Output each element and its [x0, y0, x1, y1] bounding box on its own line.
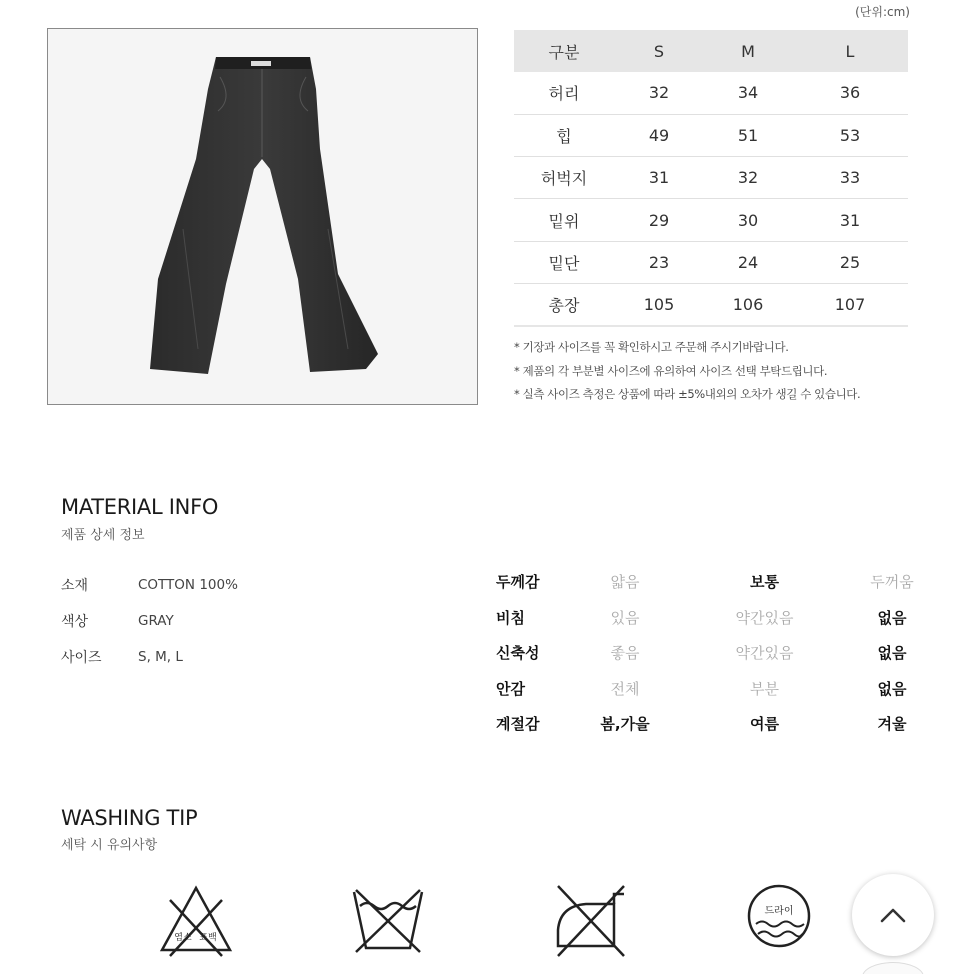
cell-m: 24 [737, 252, 759, 272]
attr-option-selected: 겨울 [877, 715, 907, 734]
cell-s: 49 [648, 125, 670, 145]
cell-l: 31 [839, 210, 861, 230]
spec-label: 사이즈 [61, 650, 102, 666]
cell-l: 33 [839, 168, 861, 188]
cell-m: 34 [737, 83, 759, 103]
jeans-image [48, 29, 479, 406]
header-size-s: S [614, 30, 704, 72]
table-row [514, 199, 908, 241]
attr-label: 신축성 [496, 644, 540, 663]
attr-label: 비침 [496, 608, 525, 627]
spec-label: 소재 [61, 578, 89, 594]
attr-option-selected: 없음 [877, 679, 907, 698]
attr-option: 전체 [610, 679, 640, 698]
table-row [514, 241, 908, 283]
spec-list [61, 567, 238, 675]
cell-s: 29 [648, 210, 670, 230]
row-label: 밑단 [548, 253, 580, 273]
attr-row-stretch [496, 635, 937, 671]
no-water-wash-icon [348, 880, 428, 964]
no-chlorine-bleach-icon [156, 880, 236, 964]
attr-label: 계절감 [496, 715, 540, 734]
note-line: * 제품의 각 부분별 사이즈에 유의하여 사이즈 선택 부탁드립니다. [514, 363, 828, 378]
cell-l: 36 [839, 83, 861, 103]
attr-option-selected: 보통 [750, 573, 779, 592]
spec-row [61, 639, 238, 675]
attr-option: 좋음 [610, 644, 640, 663]
row-label: 총장 [548, 295, 580, 315]
attr-option: 약간있음 [735, 644, 794, 663]
table-row [514, 114, 908, 156]
attr-option-selected: 봄,가을 [600, 715, 650, 734]
material-title: MATERIAL INFO [61, 495, 219, 519]
scroll-to-top-button[interactable] [852, 874, 934, 956]
attribute-grid [496, 564, 937, 742]
header-category: 구분 [514, 30, 614, 72]
attr-option: 부분 [750, 679, 779, 698]
spec-label: 색상 [61, 614, 89, 630]
attr-option: 두꺼움 [870, 573, 914, 592]
cell-s: 105 [643, 294, 675, 314]
row-label: 밑위 [548, 211, 580, 231]
cell-m: 106 [732, 294, 764, 314]
note-line: * 실측 사이즈 측정은 상품에 따라 ±5%내외의 오차가 생길 수 있습니다. [514, 387, 861, 401]
size-table-header [514, 30, 908, 72]
row-label: 허벅지 [540, 169, 588, 189]
spec-row [61, 567, 238, 603]
bleach-label-left: 염소 [174, 933, 192, 943]
header-size-l: L [792, 30, 908, 72]
attr-row-lining [496, 671, 937, 707]
attr-option-selected: 여름 [750, 715, 779, 734]
material-subtitle: 제품 상세 정보 [61, 528, 145, 543]
header-size-m: M [704, 30, 792, 72]
spec-value: S, M, L [138, 649, 183, 665]
table-row [514, 283, 908, 325]
cell-s: 31 [648, 168, 670, 188]
floating-button-shadow [862, 962, 924, 974]
washing-subtitle: 세탁 시 유의사항 [61, 838, 158, 853]
chevron-up-icon [879, 906, 907, 924]
attr-option: 약간있음 [735, 608, 794, 627]
product-photo [47, 28, 478, 405]
cell-l: 25 [839, 252, 861, 272]
attr-row-thickness [496, 564, 937, 600]
size-table [514, 30, 908, 327]
bleach-label-right: 표백 [199, 933, 217, 943]
attr-option-selected: 없음 [877, 644, 907, 663]
attr-option-selected: 없음 [877, 608, 907, 627]
row-label: 허리 [548, 84, 580, 104]
note-line: * 기장과 사이즈를 꼭 확인하시고 주문해 주시기바랍니다. [514, 340, 789, 354]
no-ironing-icon [552, 880, 632, 964]
cell-m: 32 [737, 168, 759, 188]
attr-option: 얇음 [610, 573, 640, 592]
attr-label: 두께감 [496, 573, 540, 592]
spec-value: GRAY [138, 613, 174, 629]
attr-label: 안감 [496, 679, 525, 698]
cell-s: 23 [648, 252, 670, 272]
cell-s: 32 [648, 83, 670, 103]
cell-l: 53 [839, 125, 861, 145]
spec-row [61, 603, 238, 639]
unit-note: (단위:cm) [855, 5, 910, 19]
attr-row-sheerness [496, 600, 937, 636]
dry-label: 드라이 [764, 906, 794, 917]
row-label: 힙 [556, 126, 572, 146]
cell-m: 30 [737, 210, 759, 230]
attr-option: 있음 [610, 608, 640, 627]
table-row [514, 157, 908, 199]
table-row [514, 72, 908, 114]
spec-value: COTTON 100% [138, 577, 238, 593]
dry-clean-icon [744, 880, 814, 964]
cell-m: 51 [737, 125, 759, 145]
attr-row-season [496, 706, 937, 742]
size-notes [514, 336, 914, 407]
cell-l: 107 [834, 294, 866, 314]
washing-title: WASHING TIP [61, 806, 198, 830]
